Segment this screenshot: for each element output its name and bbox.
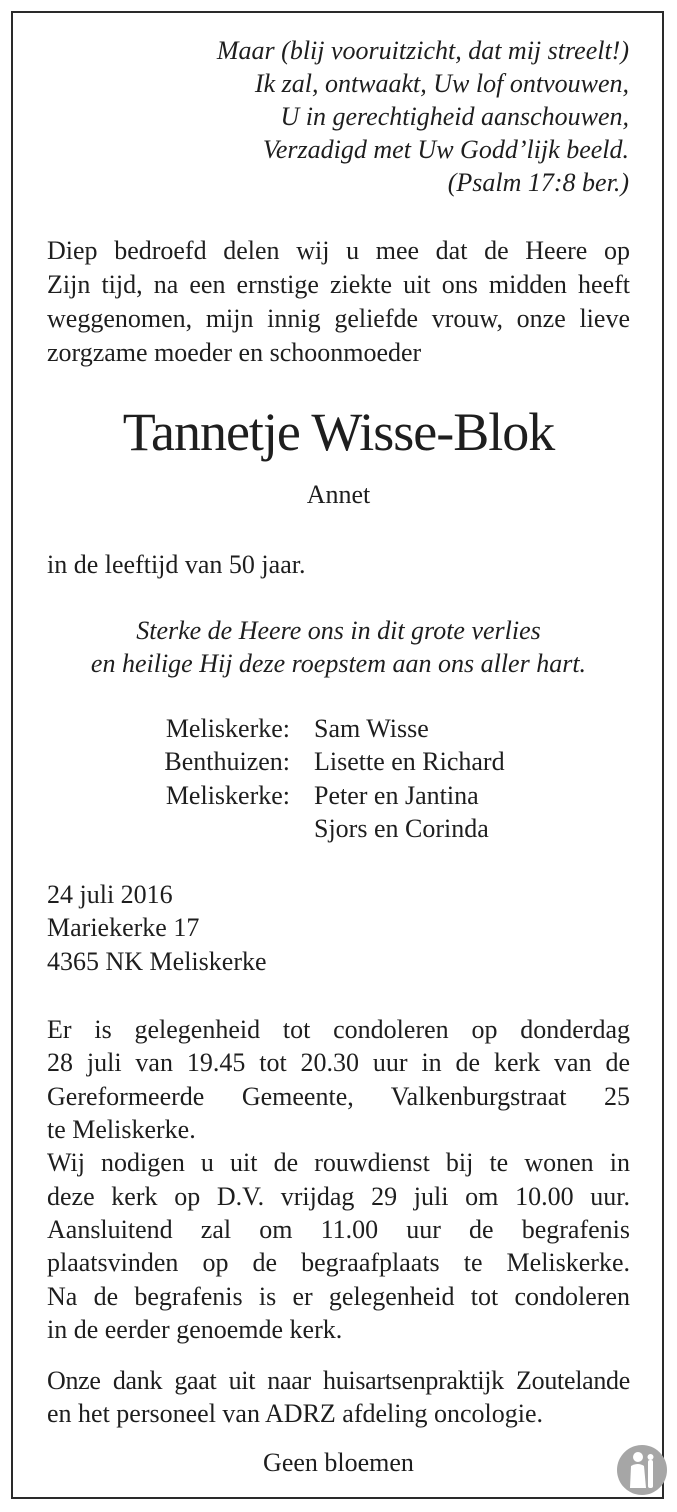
- intro-line: Diep bedroefd delen wij u mee dat de Heere op: [47, 236, 630, 265]
- details-line: Na de begrafenis is er gelegenheid tot condoleren: [47, 1282, 630, 1311]
- verse-line: Maar (blij vooruitzicht, dat mij streelt!): [216, 36, 629, 65]
- details-line: te Meliskerke.: [47, 1115, 196, 1144]
- details-line: Er is gelegenheid tot condoleren op donderdag: [47, 1015, 630, 1044]
- date-line: 24 juli 2016: [47, 880, 173, 909]
- family-names: Sjors en Corinda: [314, 814, 489, 843]
- family-names: Lisette en Richard: [314, 747, 505, 776]
- details-line: 28 juli van 19.45 tot 20.30 uur in de kerk van de: [47, 1048, 630, 1077]
- details-line: Aansluitend zal om 11.00 uur de begrafenis: [47, 1215, 630, 1244]
- memorial-figure-icon: [616, 1444, 668, 1496]
- verse-line: Verzadigd met Uw Godd’lijk beeld.: [262, 135, 629, 164]
- intro-line: Zijn tijd, na een ernstige ziekte uit ons midden heeft: [47, 270, 630, 299]
- family-names: Peter en Jantina: [314, 781, 479, 810]
- details-line: plaatsvinden op de begraafplaats te Meliskerke.: [47, 1248, 630, 1277]
- details-line: Gereformeerde Gemeente, Valkenburgstraat 25: [47, 1082, 630, 1111]
- deceased-name: Tannetje Wisse-Blok: [122, 402, 555, 462]
- verse-reference: (Psalm 17:8 ber.): [447, 168, 629, 197]
- details-line: in de eerder genoemde kerk.: [47, 1315, 343, 1344]
- family-place: Meliskerke:: [165, 781, 290, 810]
- intro-line: weggenomen, mijn innig geliefde vrouw, onze lieve: [47, 304, 630, 333]
- closing-line: Geen bloemen: [263, 1448, 414, 1477]
- thanks-line: Onze dank gaat uit naar huisartsenpraktijk Zoutelande: [47, 1366, 630, 1395]
- family-names: Sam Wisse: [314, 714, 429, 743]
- family-place: Benthuizen:: [164, 747, 290, 776]
- prayer-line: Sterke de Heere ons in dit grote verlies: [136, 616, 541, 645]
- verse-line: U in gerechtigheid aanschouwen,: [280, 102, 629, 131]
- address-street: Mariekerke 17: [47, 913, 200, 942]
- address-city: 4365 NK Meliskerke: [47, 947, 267, 976]
- intro-line: zorgzame moeder en schoonmoeder: [47, 338, 422, 367]
- age-line: in de leeftijd van 50 jaar.: [47, 550, 306, 579]
- verse-line: Ik zal, ontwaakt, Uw lof ontvouwen,: [254, 69, 629, 98]
- details-line: Wij nodigen u uit de rouwdienst bij te wonen in: [47, 1148, 630, 1177]
- details-line: deze kerk op D.V. vrijdag 29 juli om 10.00 uur.: [47, 1182, 630, 1211]
- prayer-line: en heilige Hij deze roepstem aan ons aller hart.: [90, 649, 587, 678]
- family-place: Meliskerke:: [165, 714, 290, 743]
- deceased-nickname: Annet: [306, 480, 371, 509]
- thanks-line: en het personeel van ADRZ afdeling oncologie.: [47, 1399, 544, 1428]
